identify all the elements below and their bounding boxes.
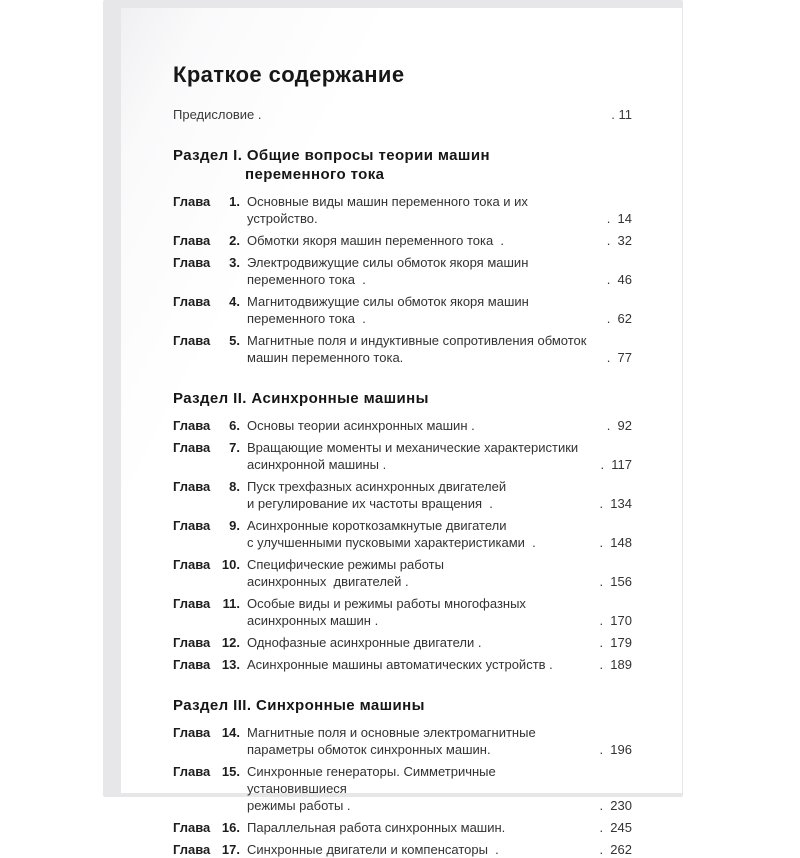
chapter-title: Основы теории асинхронных машин . [247, 418, 475, 433]
chapter-row-2 [173, 232, 632, 249]
chapter-row-6 [173, 417, 632, 434]
chapter-label: Глава [173, 842, 211, 857]
section-3-heading-line1: Раздел III. Синхронные машины [173, 697, 425, 714]
chapter-page-number: . 117 [600, 457, 632, 472]
chapter-label: Глава [173, 233, 211, 248]
chapter-number: 9. [229, 518, 240, 533]
chapter-label: Глава [173, 635, 211, 650]
page-title: Краткое содержание [173, 62, 405, 87]
chapter-row-1 [173, 193, 632, 227]
chapter-number: 15. [221, 764, 240, 779]
chapter-page-number: . 262 [599, 842, 632, 857]
chapter-title: Особые виды и режимы работы многофазных асинхронных машин . [247, 596, 526, 628]
chapter-title: Пуск трехфазных асинхронных двигателей и регулирование их частоты вращения . [247, 479, 507, 511]
chapter-row-14 [173, 724, 632, 758]
chapter-number: 12. [221, 635, 240, 650]
section-2-heading-line1: Раздел II. Асинхронные машины [173, 390, 429, 407]
chapter-number: 11. [222, 596, 240, 611]
chapter-number: 16. [221, 820, 240, 835]
chapter-title: Специфические режимы работы асинхронных двигателей . [247, 557, 444, 589]
chapter-page-number: . 46 [606, 272, 632, 287]
section-1-heading-line1: Раздел I. Общие вопросы теории машин [173, 147, 490, 164]
chapter-row-8 [173, 478, 632, 512]
section-2-heading [173, 389, 632, 408]
section-2-chapters [173, 417, 632, 673]
chapter-number: 4. [229, 294, 240, 309]
chapter-title: Параллельная работа синхронных машин. [247, 820, 506, 835]
chapter-row-7 [173, 439, 632, 473]
chapter-page-number: . 170 [599, 613, 632, 628]
chapter-row-11 [173, 595, 632, 629]
section-2 [173, 389, 632, 673]
chapter-row-13 [173, 656, 632, 673]
chapter-page-number: . 148 [599, 535, 632, 550]
chapter-row-4 [173, 293, 632, 327]
chapter-number: 3. [229, 255, 240, 270]
chapter-page-number: . 32 [606, 233, 632, 248]
section-3-chapters [173, 724, 632, 858]
chapter-label: Глава [173, 333, 211, 348]
chapter-page-number: . 189 [599, 657, 632, 672]
chapter-label: Глава [173, 440, 211, 455]
chapter-row-3 [173, 254, 632, 288]
chapter-page-number: . 196 [599, 742, 632, 757]
chapter-page-number: . 230 [599, 798, 632, 813]
preface-row [173, 106, 632, 123]
chapter-number: 17. [221, 842, 240, 857]
chapter-label: Глава [173, 255, 211, 270]
section-1-heading-line2: переменного тока [245, 166, 385, 183]
section-1-heading [173, 146, 632, 184]
section-1-chapters [173, 193, 632, 366]
section-1 [173, 146, 632, 366]
chapter-number: 10. [221, 557, 240, 572]
chapter-label: Глава [173, 764, 211, 779]
chapter-row-5 [173, 332, 632, 366]
preface-page-number: . 11 [611, 107, 632, 122]
chapter-label: Глава [173, 294, 211, 309]
chapter-row-16 [173, 819, 632, 836]
chapter-title: Магнитные поля и индуктивные сопротивления обмоток машин переменного тока. [247, 333, 587, 365]
chapter-number: 14. [221, 725, 240, 740]
chapter-label: Глава [173, 479, 211, 494]
chapter-label: Глава [173, 820, 211, 835]
chapter-label: Глава [173, 518, 211, 533]
chapter-label: Глава [173, 194, 211, 209]
chapter-row-17 [173, 841, 632, 858]
preface-label: Предисловие . [173, 107, 262, 122]
chapter-number: 8. [229, 479, 240, 494]
chapter-title: Магнитные поля и основные электромагнитные параметры обмоток синхронных машин. [247, 725, 536, 757]
chapter-title: Асинхронные короткозамкнутые двигатели с улучшенными пусковыми характеристиками . [247, 518, 536, 550]
chapter-page-number: . 14 [606, 211, 632, 226]
book-page [121, 8, 682, 857]
section-3 [173, 696, 632, 858]
chapter-page-number: . 179 [599, 635, 632, 650]
chapter-title: Электродвижущие силы обмоток якоря машин переменного тока . [247, 255, 529, 287]
chapter-number: 5. [229, 333, 240, 348]
chapter-title: Однофазные асинхронные двигатели . [247, 635, 482, 650]
chapter-label: Глава [173, 657, 211, 672]
chapter-label: Глава [173, 557, 211, 572]
chapter-page-number: . 77 [606, 350, 632, 365]
chapter-number: 2. [229, 233, 240, 248]
toc-content [121, 8, 682, 858]
chapter-label: Глава [173, 725, 211, 740]
chapter-row-15 [173, 763, 632, 814]
chapter-row-10 [173, 556, 632, 590]
chapter-title: Синхронные генераторы. Симметричные установившиеся режимы работы . [247, 764, 500, 813]
section-3-heading [173, 696, 632, 715]
chapter-page-number: . 134 [599, 496, 632, 511]
chapter-title: Синхронные двигатели и компенсаторы . [247, 842, 499, 857]
chapter-number: 6. [229, 418, 240, 433]
chapter-label: Глава [173, 596, 211, 611]
chapter-title: Вращающие моменты и механические характеристики асинхронной машины . [247, 440, 579, 472]
chapter-page-number: . 245 [599, 820, 632, 835]
chapter-row-9 [173, 517, 632, 551]
chapter-page-number: . 62 [606, 311, 632, 326]
chapter-title: Магнитодвижущие силы обмоток якоря машин переменного тока . [247, 294, 529, 326]
chapter-title: Основные виды машин переменного тока и их устройство. [247, 194, 532, 226]
chapter-label: Глава [173, 418, 211, 433]
chapter-title: Асинхронные машины автоматических устройств . [247, 657, 553, 672]
chapter-page-number: . 156 [599, 574, 632, 589]
chapter-number: 13. [221, 657, 240, 672]
chapter-number: 7. [229, 440, 240, 455]
chapter-page-number: . 92 [606, 418, 632, 433]
chapter-number: 1. [229, 194, 240, 209]
chapter-row-12 [173, 634, 632, 651]
chapter-title: Обмотки якоря машин переменного тока . [247, 233, 505, 248]
